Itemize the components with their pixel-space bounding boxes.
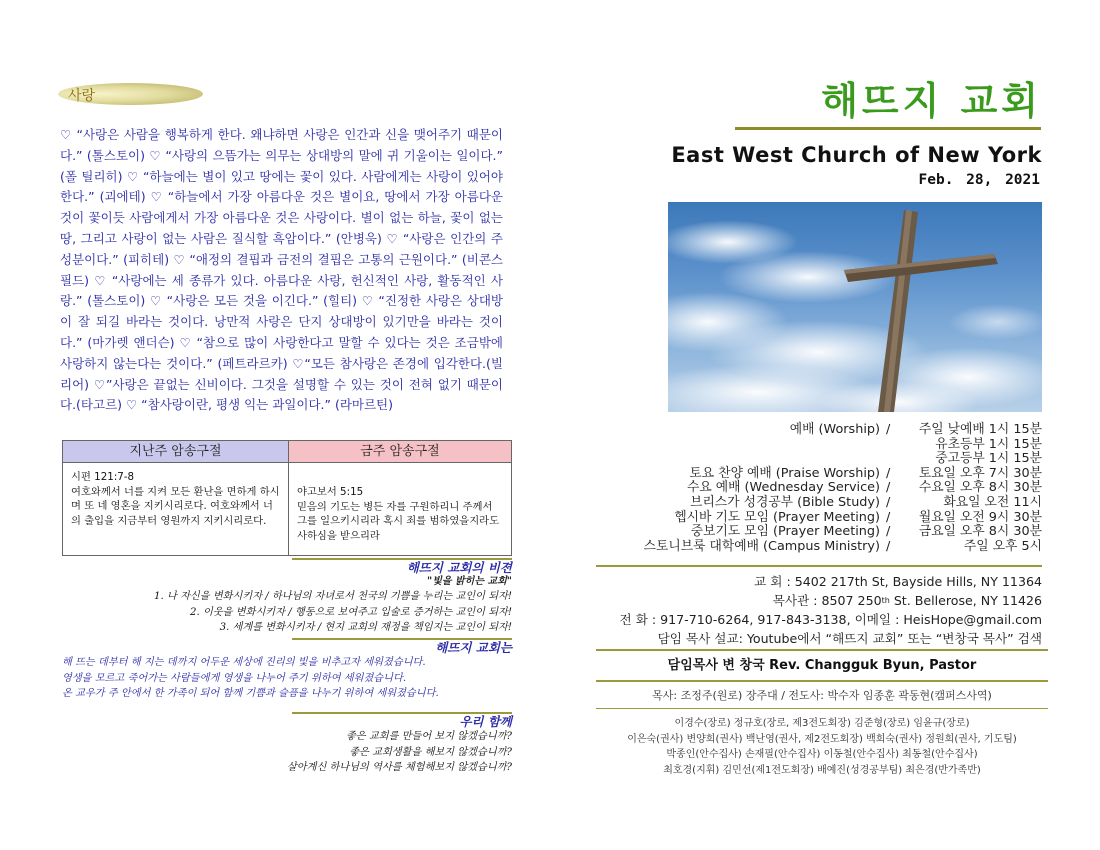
schedule-separator: / [886,422,891,437]
title-divider [735,127,1041,130]
schedule-row [590,438,1042,453]
schedule-time: 주일 오후 5시 [963,538,1042,554]
section-tag-love [58,83,203,105]
this-verse-header: 금주 암송구절 [289,441,511,463]
church-is-line: 온 교우가 주 안에서 한 가족이 되어 함께 기쁨과 슬픔을 나누기 위하여 세워졌습니다. [62,688,439,699]
section-tag-label: 사랑 [68,88,96,104]
schedule-row [590,452,1042,467]
schedule-name [590,438,886,453]
section-divider [596,708,1048,709]
together-line: 살아계신 하나님의 역사를 체험해보지 않겠습니까? [286,762,512,773]
schedule-time: 월요일 오전 9시 30분 [918,509,1042,525]
vision-title: 해뜨지 교회의 비젼 [406,560,512,575]
together-section [62,712,512,776]
schedule-separator: / [886,524,891,540]
schedule-name: 중보기도 모임 (Prayer Meeting) [690,524,880,540]
parsonage-label: 목사관 : [772,593,818,608]
together-line: 좋은 교회를 만들어 보지 않겠습니까? [345,731,512,742]
memory-verse-table [62,440,512,556]
schedule-row [590,511,1042,526]
prev-verse-header: 지난주 암송구절 [63,441,289,463]
sermon-info: 담임 목사 설교: Youtube에서 “해뜨지 교회” 또는 “변창국 목사” 검색 [657,631,1042,646]
schedule-separator: / [886,465,891,481]
schedule-time: 토요일 오후 7시 30분 [918,465,1042,481]
church-is-title: 해뜨지 교회는 [435,640,512,655]
schedule-name: 브리스가 성경공부 (Bible Study) [690,494,880,510]
prev-verse-reference: 시편 121:7-8 [71,471,135,483]
schedule-row [590,540,1042,555]
vision-subtitle: "빛을 밝히는 교회" [426,576,512,587]
schedule-row [590,481,1042,496]
schedule-time: 주일 낮예배 1시 15분 [918,422,1042,437]
vision-line: 3. 세계를 변화시키자 / 현지 교회의 재정을 책임지는 교인이 되자! [219,622,512,633]
sermon-row [596,629,1042,648]
section-divider [596,565,1042,567]
prev-verse-text: 여호와께서 너를 지켜 모든 환난을 면하게 하시며 또 네 영혼을 지키시리로다. 여호와께서 너의 출입을 지금부터 영원까지 지키시리로다. [71,485,280,527]
schedule-time: 화요일 오전 11시 [943,494,1042,510]
church-address: 5402 217th St, Bayside Hills, NY 11364 [794,574,1042,589]
church-contact-info [596,572,1042,648]
schedule-separator: / [886,538,891,554]
schedule-name: 수요 예배 (Wednesday Service) [686,480,880,496]
schedule-time: 중고등부 1시 15분 [935,451,1042,467]
schedule-name: 예배 (Worship) [789,422,880,437]
elders-line: 최호경(지휘) 김민선(제1전도회장) 배예진(성경공부팀) 최은경(반가족반) [663,764,981,776]
church-is-section [62,638,512,702]
cross-sky-illustration [668,202,1042,412]
worship-schedule [590,423,1042,554]
schedule-name [590,452,886,467]
schedule-row [590,496,1042,511]
vision-line: 2. 이웃을 변화시키자 / 행동으로 보여주고 입술로 증거하는 교인이 되자! [190,606,512,618]
church-is-line: 영생을 모르고 죽어가는 사람들에게 영생을 나누어 주기 위하여 세워졌습니다. [62,672,407,684]
schedule-separator: / [886,480,891,496]
schedule-time: 수요일 오후 8시 30분 [918,480,1042,496]
love-quotes-paragraph: ♡ “사랑은 사람을 행복하게 한다. 왜냐하면 사랑은 인간과 신을 맺어주기 때문이다.” (톨스토이) ♡ “사랑의 으뜸가는 의무는 상대방의 말에 귀 기울이는 일이다.” (폴 틸리히) ♡ “하늘에는 별이 있고 땅에는 꽃이 있다. 사람에게는 사랑이 있어야 한다.” (괴에테) ♡ “하늘에서 가장 아름다운 것은 별이요, 땅에서 가장 아름다운 것이 꽃이듯 사람에게서 가장 아름다운 것은 사랑이다. 별이 없는 하늘, 꽃이 없는 땅, 그리고 사랑이 없는 사람은 질식할 흑암이다.” (안병욱) ♡ “사랑은 인간의 주성분이다.” (피히테) ♡ “애정의 결핍과 금전의 결핍은 고통의 근원이다.” (비콘스 필드) ♡ “사랑에는 세 종류가 있다. 아름다운 사랑, 헌신적인 사랑, 활동적인 사랑.” (톨스토이) ♡ “사랑은 모든 것을 이긴다.” (힐티) ♡ “진정한 사랑은 상대방이 잘 되길 바라는 것이다. 낭만적 사랑은 단지 상대방이 있기만을 바라는 것이다.” (마가렛 앤더슨) ♡ “참으로 많이 사랑한다고 말할 수 있다는 것은 조금밖에 사랑하지 않는다는 것이다.” (페트라르카) ♡“모든 참사랑은 존경에 입각한다.(빌리어) ♡”사랑은 끝없는 신비이다. 그것을 설명할 수 있는 것이 전혀 없기 때문이다.(타고르) ♡ “참사랑이란, 평생 익는 과일이다.” (라마르틴) [60,127,503,413]
church-name-english: East West Church of New York [671,143,1042,167]
church-is-line: 해 뜨는 데부터 해 지는 데까지 어두운 세상에 진리의 빛을 비추고자 세워졌습니다. [62,657,426,668]
church-address-row [596,572,1042,591]
elders-list [596,716,1048,778]
phone-email[interactable]: 917-710-6264, 917-843-3138, 이메일 : HeisHope@gmail.com [660,612,1042,627]
schedule-time: 금요일 오후 8시 30분 [918,524,1042,540]
elders-line: 이경수(장로) 정규호(장로, 제3전도회장) 김준형(장로) 임윤규(장로) [674,718,970,729]
schedule-row [590,525,1042,540]
schedule-name: 스토니브룩 대학예배 (Campus Ministry) [643,538,880,554]
bulletin-date: Feb. 28, 2021 [918,172,1040,188]
section-divider [596,680,1048,682]
this-verse-cell [289,463,511,555]
schedule-separator: / [886,494,891,510]
vision-line: 1. 나 자신을 변화시키자 / 하나님의 자녀로서 천국의 기쁨을 누리는 교인이 되자! [154,591,512,602]
schedule-separator: / [886,509,891,525]
schedule-separator [886,438,900,453]
schedule-name: 헵시바 기도 모임 (Prayer Meeting) [674,509,880,525]
section-divider [596,649,1048,651]
this-verse-text: 믿음의 기도는 병든 자를 구원하리니 주께서 그를 일으키시리라 혹시 죄를 범하였을지라도 사하심을 받으리라 [297,500,500,542]
together-title: 우리 함께 [459,714,512,729]
church-address-label: 교 회 : [754,574,791,589]
parsonage-superscript: th [881,596,890,605]
elders-line: 이은숙(권사) 변양희(권사) 백난영(권사, 제2전도회장) 백희숙(권사) 정원희(권사, 기도팀) [627,733,1017,745]
schedule-name: 토요 찬양 예배 (Praise Worship) [689,465,880,481]
this-verse-reference: 야고보서 5:15 [297,486,364,498]
parsonage-address-row [596,591,1042,610]
phone-row [596,610,1042,629]
vision-section [62,558,512,636]
parsonage-address-pre: 8507 250 [821,593,882,608]
elders-line: 박종인(안수집사) 손재필(안수집사) 이동철(안수집사) 최동철(안수집사) [666,749,978,761]
together-line: 좋은 교회생활을 해보지 않겠습니까? [349,746,512,758]
prev-verse-cell [63,463,289,555]
schedule-separator [886,452,900,467]
senior-pastor: 담임목사 변 창국 Rev. Changguk Byun, Pastor [667,658,977,673]
parsonage-address-post: St. Bellerose, NY 11426 [889,593,1042,608]
staff-list: 목사: 조정주(원로) 장주대 / 전도사: 박수자 임종훈 곽동현(캠퍼스사역) [652,689,992,702]
phone-label: 전 화 : [619,612,657,627]
schedule-row [590,423,1042,438]
cross-photo [668,202,1042,412]
church-name-korean: 해뜨지 교회 [821,79,1042,123]
schedule-time: 유초등부 1시 15분 [935,436,1042,452]
